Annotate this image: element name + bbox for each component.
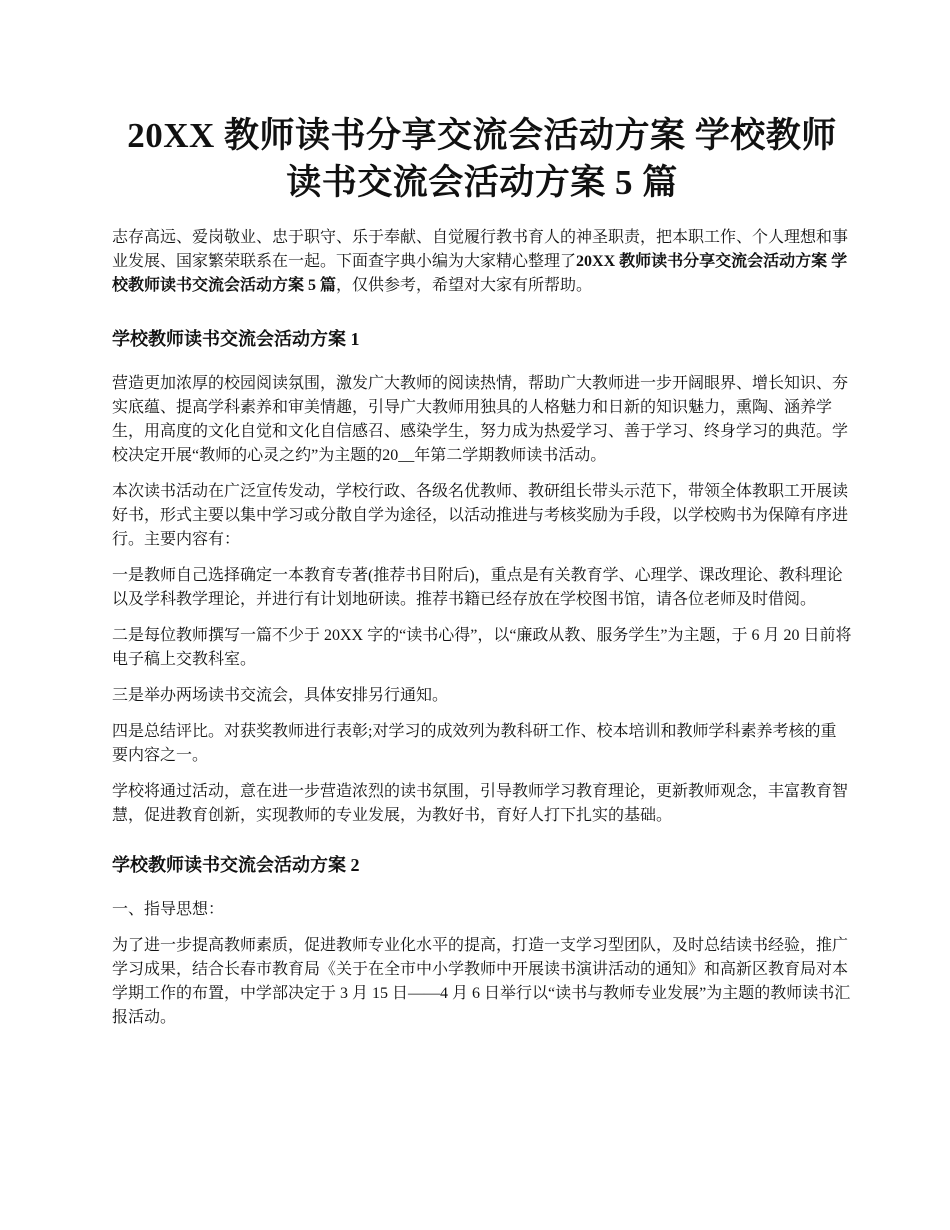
section-1-heading: 学校教师读书交流会活动方案 1 (112, 329, 360, 349)
document-page (112, 112, 852, 1042)
section-2-heading: 学校教师读书交流会活动方案 2 (112, 855, 360, 875)
intro-paragraph (112, 226, 852, 298)
section-1-paragraph: 本次读书活动在广泛宣传发动，学校行政、各级名优教师、教研组长带头示范下，带领全体教职工开展读好书，形式主要以集中学习或分散自学为途径，以活动推进与考核奖励为手段，以学校购书为保障有序进行。主要内容有： (112, 483, 849, 548)
section-1-paragraph: 学校将通过活动，意在进一步营造浓烈的读书氛围，引导教师学习教育理论，更新教师观念，丰富教育智慧，促进教育创新，实现教师的专业发展，为教好书，育好人打下扎实的基础。 (112, 783, 849, 824)
section-2-paragraph: 为了进一步提高教师素质，促进教师专业化水平的提高，打造一支学习型团队，及时总结读书经验，推广学习成果，结合长春市教育局《关于在全市中小学教师中开展读书演讲活动的通知》和高新区教育局对本学期工作的布置，中学部决定于 3 月 15 日——4 月 6 日举行以“读书与教师专业发展”为主题的教师读书汇报活动。 (112, 937, 851, 1026)
intro-bold-title: 20XX 教师读书分享交流会活动方案 学校教师读书交流会活动方案 5 篇 (112, 253, 848, 294)
section-1-paragraph: 一是教师自己选择确定一本教育专著(推荐书目附后)，重点是有关教育学、心理学、课改理论、教科理论以及学科教学理论，并进行有计划地研读。推荐书籍已经存放在学校图书馆，请各位老师及时借阅。 (112, 567, 843, 608)
section-1-paragraph: 三是举办两场读书交流会，具体安排另行通知。 (112, 687, 449, 704)
document-title: 20XX 教师读书分享交流会活动方案 学校教师读书交流会活动方案 5 篇 (127, 116, 837, 202)
intro-text-before: 志存高远、爱岗敬业、忠于职守、乐于奉献、自觉履行教书育人的神圣职责，把本职工作、个人理想和事业发展、国家繁荣联系在一起。下面查字典小编为大家精心整理了 (112, 229, 849, 270)
section-2-paragraph: 一、指导思想： (112, 901, 225, 918)
section-1-paragraph: 二是每位教师撰写一篇不少于 20XX 字的“读书心得”，以“廉政从教、服务学生”为主题，于 6 月 20 日前将电子稿上交教科室。 (112, 627, 852, 668)
section-1-paragraph: 四是总结评比。对获奖教师进行表彰;对学习的成效列为教科研工作、校本培训和教师学科素养考核的重要内容之一。 (112, 723, 837, 764)
section-1-paragraph: 营造更加浓厚的校园阅读氛围，激发广大教师的阅读热情，帮助广大教师进一步开阔眼界、增长知识、夯实底蕴、提高学科素养和审美情趣，引导广大教师用独具的人格魅力和日新的知识魅力，熏陶、涵养学生，用高度的文化自觉和文化自信感召、感染学生，努力成为热爱学习、善于学习、终身学习的典范。学校决定开展“教师的心灵之约”为主题的20__年第二学期教师读书活动。 (112, 375, 849, 464)
intro-text-after: ，仅供参考，希望对大家有所帮助。 (336, 277, 593, 294)
